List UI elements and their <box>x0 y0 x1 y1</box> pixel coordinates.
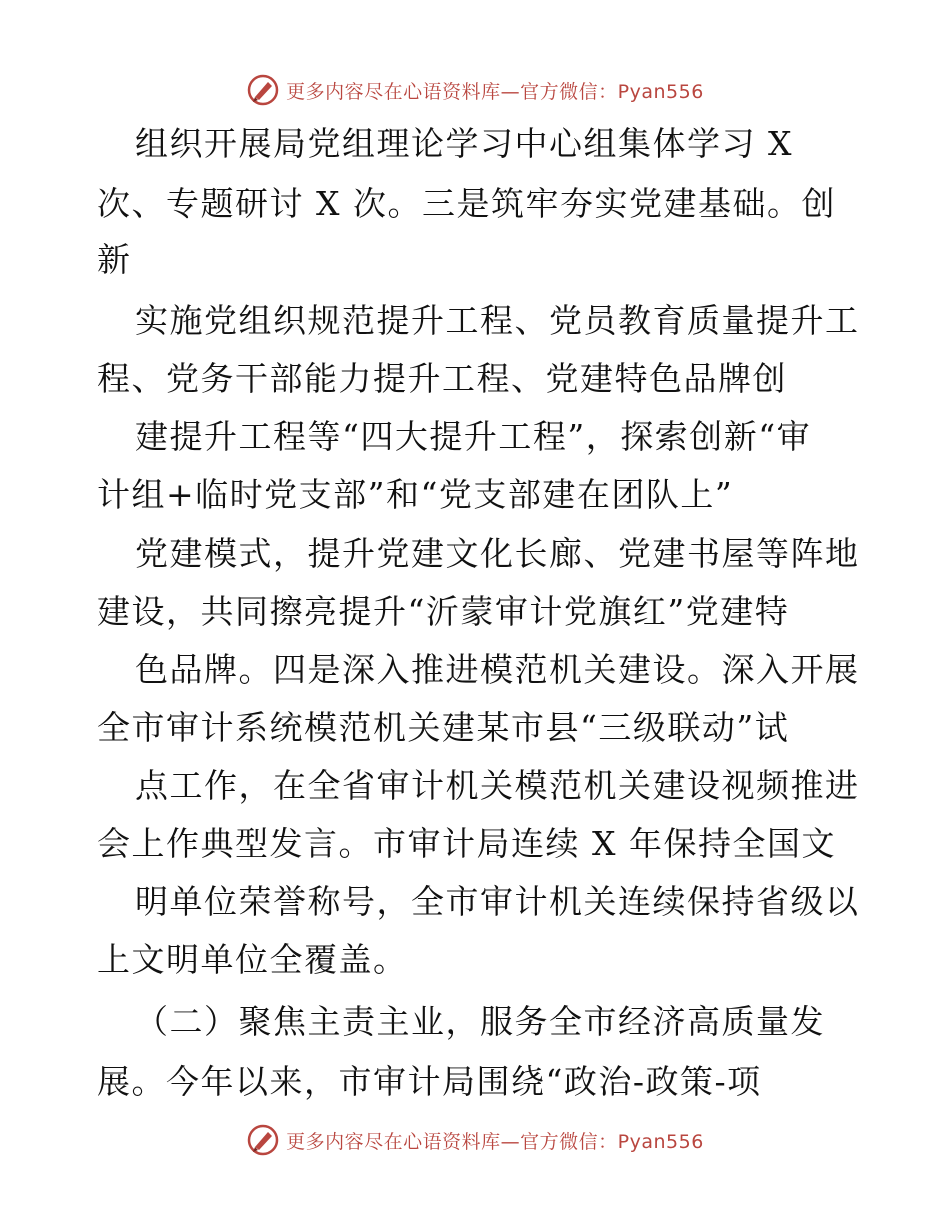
pen-logo-icon <box>246 73 280 107</box>
pen-logo-icon <box>246 1123 280 1157</box>
body-line: 点工作，在全省审计机关模范机关建设视频推进 <box>135 766 860 805</box>
watermark-text: 更多内容尽在心语资料库—官方微信：Pyan556 <box>286 80 704 103</box>
body-line: 上文明单位全覆盖。 <box>97 940 408 979</box>
body-line: 建设，共同擦亮提升“沂蒙审计党旗红”党建特 <box>97 592 790 631</box>
watermark-text: 更多内容尽在心语资料库—官方微信：Pyan556 <box>286 1130 704 1153</box>
body-line: 程、党务干部能力提升工程、党建特色品牌创 <box>97 359 787 398</box>
header-watermark <box>0 70 950 110</box>
body-line: 新 <box>97 240 132 279</box>
body-line: 组织开展局党组理论学习中心组集体学习 X <box>135 124 793 163</box>
body-line: 会上作典型发言。市审计局连续 X 年保持全国文 <box>97 824 836 863</box>
body-line: 全市审计系统模范机关建某市县“三级联动”试 <box>97 708 790 747</box>
footer-watermark <box>0 1120 950 1160</box>
body-line: 建提升工程等“四大提升工程”，探索创新“审 <box>135 417 812 456</box>
body-line: 展。今年以来，市审计局围绕“政治-政策-项 <box>97 1062 762 1101</box>
body-line: 党建模式，提升党建文化长廊、党建书屋等阵地 <box>135 534 860 573</box>
body-line: 色品牌。四是深入推进模范机关建设。深入开展 <box>135 650 860 689</box>
body-line: 次、专题研讨 X 次。三是筑牢夯实党建基础。创 <box>97 184 836 223</box>
body-line: （二）聚焦主责主业，服务全市经济高质量发 <box>135 1002 825 1041</box>
body-line: 计组+临时党支部”和“党支部建在团队上” <box>97 475 734 514</box>
body-line: 实施党组织规范提升工程、党员教育质量提升工 <box>135 301 860 340</box>
body-line: 明单位荣誉称号，全市审计机关连续保持省级以 <box>135 882 860 921</box>
